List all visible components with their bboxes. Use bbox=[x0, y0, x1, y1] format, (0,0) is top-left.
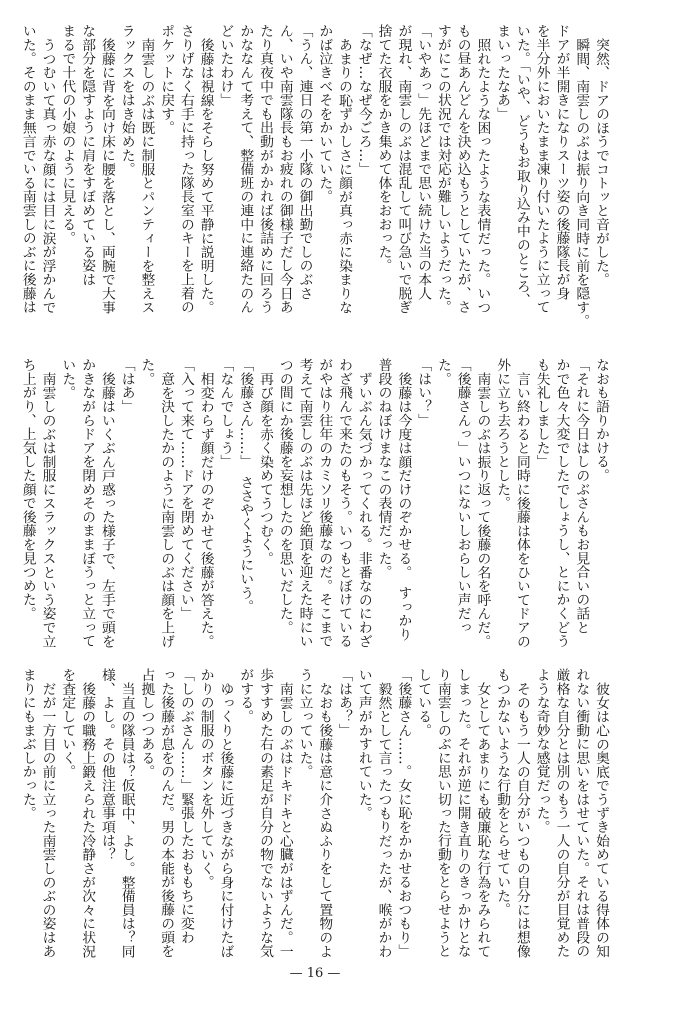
text-column: 後藤は今度は顔だけのぞかせる。 すっかり bbox=[395, 371, 412, 641]
text-column: 歩すすめた右の素足が自分の物でないような気 bbox=[256, 668, 273, 958]
text-column: 「はあ？」 bbox=[336, 668, 353, 737]
text-column: れない衝動に思いをはせていた。それは普段の bbox=[573, 668, 590, 958]
text-column: かで色々大変でしたでしょうし、とにかくどう bbox=[553, 358, 570, 648]
text-column: うつむいて真っ赤な顔には目に涙が浮かんで bbox=[39, 37, 56, 314]
text-column: った後藤が息をのんだ。男の本能が後藤の頭を bbox=[158, 668, 175, 958]
text-column: なおも後藤は意に介さぬふりをして置物のよ bbox=[316, 681, 333, 958]
text-column: 毅然として言ったつもりだったが、喉がかわ bbox=[375, 681, 392, 958]
text-column: 「はあ」 bbox=[118, 358, 135, 414]
text-column: がやはり往年のカミソリ後藤なのだ。そこまで bbox=[316, 358, 333, 648]
text-column: かななんて考えて、整備班の連中に連絡たのん bbox=[237, 24, 254, 314]
text-block-top bbox=[17, 24, 610, 328]
text-column: ような奇妙な感覚だった。 bbox=[533, 668, 550, 834]
text-column: 「なぜ…なぜ今ごろ…」 bbox=[355, 24, 372, 176]
text-column: している。 bbox=[415, 668, 432, 737]
text-column: 瞬間、南雲しのぶは振り向き同時に前を隠す。 bbox=[573, 37, 590, 328]
text-column: を半分外においたまま凍り付いたように立って bbox=[533, 24, 550, 314]
text-column: いて声がかすれていた。 bbox=[355, 668, 372, 820]
text-column: わざ飛んで来たのもそう。いつもとぼけている bbox=[336, 358, 353, 648]
text-column: うに立っていた。 bbox=[296, 668, 313, 779]
text-column: 相変わらず顔だけのぞかせて後藤が答えた。 bbox=[197, 371, 214, 648]
text-column: ドアが半開きになりスーツ姿の後藤隊長が身 bbox=[553, 24, 570, 300]
text-column: 「うん、連日の第一小隊の御出勤でしのぶさ bbox=[296, 24, 313, 300]
text-column: ラックスをはき始めた。 bbox=[118, 24, 135, 176]
text-column: ポケットに戻す。 bbox=[158, 24, 175, 135]
text-column: 彼女は心の奥底でうずき始めている得体の知 bbox=[593, 681, 609, 958]
text-column: たり真夜中でも出動がかかれば後詰めに回ろう bbox=[256, 24, 273, 314]
text-column: 当直の隊員は？仮眠中、よし。整備員は？同 bbox=[118, 681, 135, 958]
text-column: まるで十代の小娘のように見える。 bbox=[59, 24, 76, 245]
text-column: 突然、ドアのほうでコトッと音がした。 bbox=[593, 37, 609, 287]
text-column: 南雲しのぶはドキドキと心臓がはずんだ。一 bbox=[276, 681, 293, 958]
text-column: すがにこの状況では対応が難しいようだった。 bbox=[434, 24, 451, 314]
text-block-bottom bbox=[17, 668, 610, 968]
text-column: いた。「いや、どうもお取り込み中のところ、 bbox=[513, 24, 530, 307]
text-column: 「なんでしょう」 bbox=[217, 358, 234, 469]
text-column: 南雲しのぶは制服にスラックスという姿で立 bbox=[39, 371, 56, 648]
text-column: が現れ、南雲しのぶは混乱して叫び急いで脱ぎ bbox=[395, 24, 412, 314]
text-column: かりの制服のボタンを外していく。 bbox=[197, 668, 214, 889]
text-column: ゆっくりと後藤に近づきながら身に付けたば bbox=[217, 681, 234, 958]
text-column: 「はい？」 bbox=[415, 358, 432, 427]
text-column: どいたわけ」 bbox=[217, 24, 234, 107]
text-column: もの昼あんどんを決め込もうとしていたが、さ bbox=[454, 24, 471, 314]
text-column: 「後藤さんっ」いつにないしおらしい声だっ bbox=[454, 358, 471, 634]
text-column: な部分を隠すように肩をすぼめている姿は bbox=[79, 24, 96, 287]
text-column: 「入って来て……ドアを閉めてください」 bbox=[177, 358, 194, 621]
text-column: 南雲しのぶは既に制服とパンティーを整えス bbox=[138, 37, 155, 314]
text-column: 「後藤さん……」 ささやくようにいう。 bbox=[237, 358, 254, 614]
text-column: 様、よし。その他注意事項は？ bbox=[98, 668, 115, 862]
text-column: を査定していく。 bbox=[59, 668, 76, 779]
text-column: も失礼しました」 bbox=[533, 358, 550, 469]
text-column: 捨てた衣服をかき集めて体をおおった。 bbox=[375, 24, 392, 273]
text-column: 占拠しつつある。 bbox=[138, 668, 155, 779]
text-column: 後藤の職務上鍛えられた冷静さが次々に状況 bbox=[79, 681, 96, 958]
text-column: しまった。それが逆に開き直りのきっかけとな bbox=[454, 668, 471, 958]
text-column: 「しのぶさん……」緊張したおももちに変わ bbox=[177, 668, 194, 944]
text-column: 再び顔を赤く染めてうつむく。 bbox=[256, 371, 273, 565]
text-column: た。 bbox=[138, 358, 155, 386]
text-column: ち上がり、上気した顔で後藤を見つめた。 bbox=[19, 358, 36, 621]
text-column: 厳格な自分とは別のもう一人の自分が目覚めた bbox=[553, 668, 570, 958]
text-column: 考えて南雲しのぶは先ほど絶頂を迎えた時にい bbox=[296, 358, 313, 648]
text-column: まいったなあ」 bbox=[494, 24, 511, 121]
text-column: もつかないような行動をとらせていた。 bbox=[494, 668, 511, 917]
text-column: 言い終わると同時に後藤は体をひいてドアの bbox=[513, 371, 530, 648]
text-column: 外に立ち去ろうとした。 bbox=[494, 358, 511, 510]
text-column: 意を決したかのように南雲しのぶは顔を上げ bbox=[158, 371, 175, 648]
text-column: だが一方目の前に立った南雲しのぶの姿はあ bbox=[39, 681, 56, 958]
text-column: そのもう一人の自分がいつもの自分には想像 bbox=[513, 681, 530, 958]
text-column: ずいぶん気づかってくれる。非番なのにわざ bbox=[355, 371, 372, 648]
text-column: つの間にか後藤を妄想したのを思いだした。 bbox=[276, 358, 293, 634]
text-column: がする。 bbox=[237, 668, 254, 724]
text-column: いた。そのまま無言でいる南雲しのぶに後藤は bbox=[19, 24, 36, 314]
text-column: なおも語りかける。 bbox=[593, 358, 609, 483]
text-column: 後藤はいくぶん戸惑った様子で、左手で頭を bbox=[98, 371, 115, 648]
page-number: — 16 — bbox=[289, 966, 341, 981]
text-column: 普段のねぼけまなこの表情だった。 bbox=[375, 358, 392, 579]
text-column: かきながらドアを閉めそのままぼうっと立って bbox=[79, 358, 96, 648]
text-column: 後藤に背を向け床に腰を落とし、両腕で大事 bbox=[98, 37, 115, 314]
text-column: 後藤は視線をそらし努めて平静に説明した。 bbox=[197, 37, 214, 314]
text-column: ん、いや南雲隊長もお疲れの御様子だし今日あ bbox=[276, 24, 293, 314]
text-block-middle bbox=[17, 358, 610, 658]
text-column: あまりの恥ずかしさに顔が真っ赤に染まりな bbox=[336, 37, 353, 314]
text-column: まりにもまぶしかった。 bbox=[19, 668, 36, 820]
text-column: さりげなく右手に持った隊長室のキーを上着の bbox=[177, 24, 194, 314]
text-column: 「それに今日はしのぶさんもお見合いの話と bbox=[573, 358, 590, 634]
text-column: 「いやあっ」先ほどまで思い続けた当の本人 bbox=[415, 24, 432, 300]
text-column: 「後藤さん……。女に恥をかかせるおつもり」 bbox=[395, 668, 412, 958]
text-column: り南雲しのぶに思い切った行動をとらせようと bbox=[434, 668, 451, 958]
text-column: 照れたような困ったような表情だった。いつ bbox=[474, 37, 491, 314]
text-column: た。 bbox=[434, 358, 451, 386]
text-column: いた。 bbox=[59, 358, 76, 400]
text-column: かば泣きべそをかいていた。 bbox=[316, 24, 333, 204]
text-column: 女としてあまりにも破廉恥な行為をみられて bbox=[474, 681, 491, 958]
text-column: 南雲しのぶは振り返って後藤の名を呼んだ。 bbox=[474, 371, 491, 648]
